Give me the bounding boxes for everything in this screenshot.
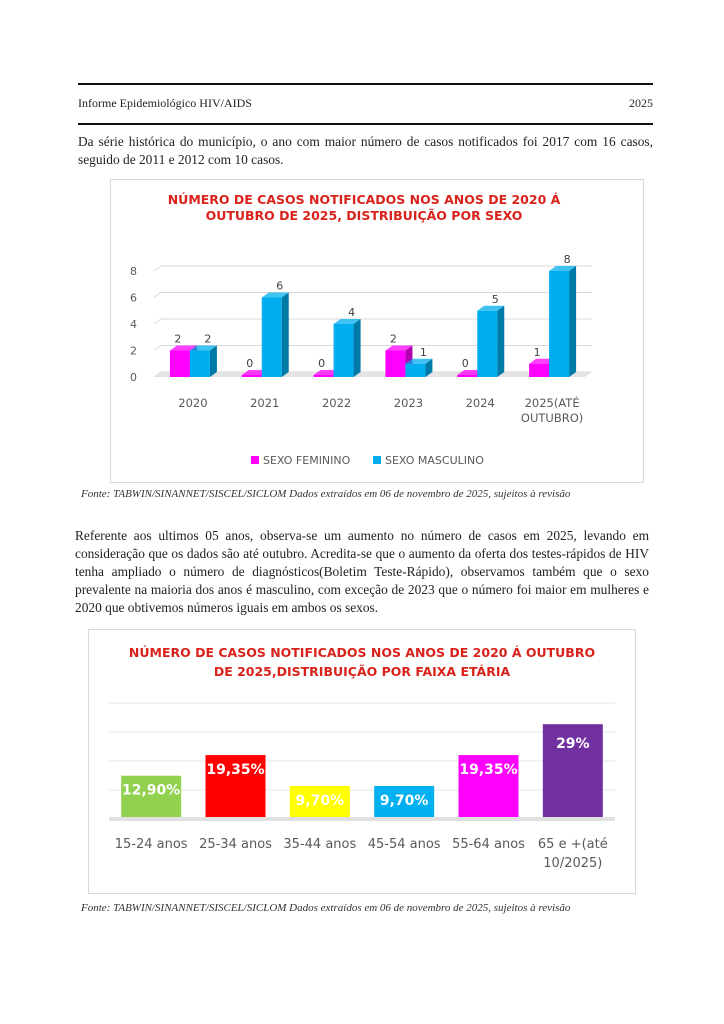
bar-masc [190, 351, 210, 378]
gridline [154, 346, 592, 351]
chart-age-svg [89, 630, 635, 893]
data-label: 9,70% [295, 792, 345, 809]
bar-side [282, 293, 289, 378]
x-tick-label: 2024 [465, 396, 495, 410]
source-note-1: Fonte: TABWIN/SINANNET/SISCEL/SICLOM Dados extraídos em 06 de novembro de 2025, sujeitos à revisão [81, 488, 571, 500]
x-tick-label: 65 e +(até [537, 837, 608, 852]
data-label: 1 [419, 345, 427, 359]
source-note-2: Fonte: TABWIN/SINANNET/SISCEL/SICLOM Dados extraídos em 06 de novembro de 2025, sujeitos à revisão [81, 902, 571, 914]
data-label: 0 [318, 357, 326, 370]
data-label: 0 [246, 357, 254, 370]
chart-age-distribution [88, 629, 636, 894]
bar-fem [457, 375, 477, 377]
data-label: 12,90% [122, 782, 181, 799]
bar-side [497, 306, 504, 377]
data-label: 0 [461, 357, 469, 370]
data-label: 19,35% [206, 762, 265, 779]
legend-masc-label: SEXO MASCULINO [385, 454, 484, 467]
data-label: 29% [556, 736, 590, 753]
data-label: 6 [276, 279, 284, 293]
x-tick-label: 2021 [250, 396, 280, 410]
chart2-title-line1: NÚMERO DE CASOS NOTIFICADOS NOS ANOS DE 2020 Á OUTUBRO [128, 645, 596, 660]
chart-sex-distribution [110, 179, 644, 483]
data-label: 8 [563, 253, 571, 266]
bar-fem [242, 375, 262, 377]
data-label: 2 [204, 332, 212, 346]
chart-sex-svg [111, 180, 643, 482]
bar-masc [405, 364, 425, 377]
gridline [154, 319, 592, 324]
x-tick-label: 2020 [178, 396, 208, 410]
y-tick-label: 0 [130, 371, 137, 384]
data-label: 1 [533, 345, 541, 359]
header-title: Informe Epidemiológico HIV/AIDS [78, 96, 252, 110]
header-year: 2025 [629, 96, 653, 110]
data-label: 2 [389, 332, 397, 346]
y-tick-label: 2 [130, 344, 137, 358]
bar-masc [549, 271, 569, 377]
x-tick-label: 25-34 anos [199, 837, 272, 852]
y-tick-label: 8 [130, 265, 137, 278]
x-tick-label: 2023 [393, 396, 424, 410]
gridline [154, 293, 592, 298]
chart1-title-line2: OUTUBRO DE 2025, DISTRIBUIÇÃO POR SEXO [205, 208, 523, 223]
intro-paragraph: Da série histórica do município, o ano com maior número de casos notificados foi 2017 com 16 casos, seguido de 2011 e 2012 com 10 casos. [78, 134, 653, 167]
bar-fem [529, 364, 549, 377]
bar-side [354, 319, 361, 377]
header-bottom-rule [78, 123, 653, 125]
x-tick-label: 45-54 anos [367, 837, 441, 852]
bar-masc [477, 311, 497, 377]
x-tick-label: 55-64 anos [452, 837, 525, 852]
chart1-title-line1: NÚMERO DE CASOS NOTIFICADOS NOS ANOS DE 2020 Á [167, 192, 561, 207]
gridline [154, 266, 592, 271]
y-tick-label: 6 [130, 291, 137, 305]
legend-masc-swatch [373, 456, 381, 464]
x-tick-label: 35-44 anos [283, 837, 357, 852]
x-tick-label: 15-24 anos [114, 837, 188, 852]
y-tick-label: 4 [130, 318, 137, 331]
chart-floor [154, 372, 592, 377]
legend-fem-swatch [251, 456, 259, 464]
bar-side [210, 346, 217, 378]
data-label: 4 [348, 306, 356, 319]
bar-side [569, 266, 576, 377]
x-tick-label: 2022 [321, 396, 352, 410]
data-label: 19,35% [459, 762, 518, 779]
chart2-title-line2: DE 2025,DISTRIBUIÇÃO POR FAIXA ETÁRIA [213, 664, 511, 679]
data-label: 5 [491, 292, 499, 306]
x-tick-label: OUTUBRO) [520, 411, 584, 425]
data-label: 9,70% [379, 792, 429, 809]
legend-fem-label: SEXO FEMININO [263, 454, 351, 467]
x-tick-label: 2025(ATÉ [524, 396, 580, 410]
bar-fem [314, 375, 334, 377]
x-tick-label: 10/2025) [543, 856, 603, 871]
data-label: 2 [174, 332, 182, 346]
bar-fem [385, 351, 405, 378]
header-top-rule [78, 83, 653, 85]
body-paragraph: Referente aos ultimos 05 anos, observa-se um aumento no número de casos em 2025, levando em consideração que os dados são até outubro. Acredita-se que o aumento da oferta dos testes-rápidos de HIV tenha ampliado o número de diagnósticos(Boletim Teste-Rápido), observamos também que o sexo prevalente na maioria dos anos é masculino, com exceção de 2023 que o número foi maior em mulheres e 2020 que obtivemos números iguais em ambos os sexos. [75, 528, 649, 615]
bar-masc [334, 324, 354, 377]
bar-fem [170, 351, 190, 378]
bar-masc [262, 298, 282, 378]
chart-floor [109, 817, 615, 821]
